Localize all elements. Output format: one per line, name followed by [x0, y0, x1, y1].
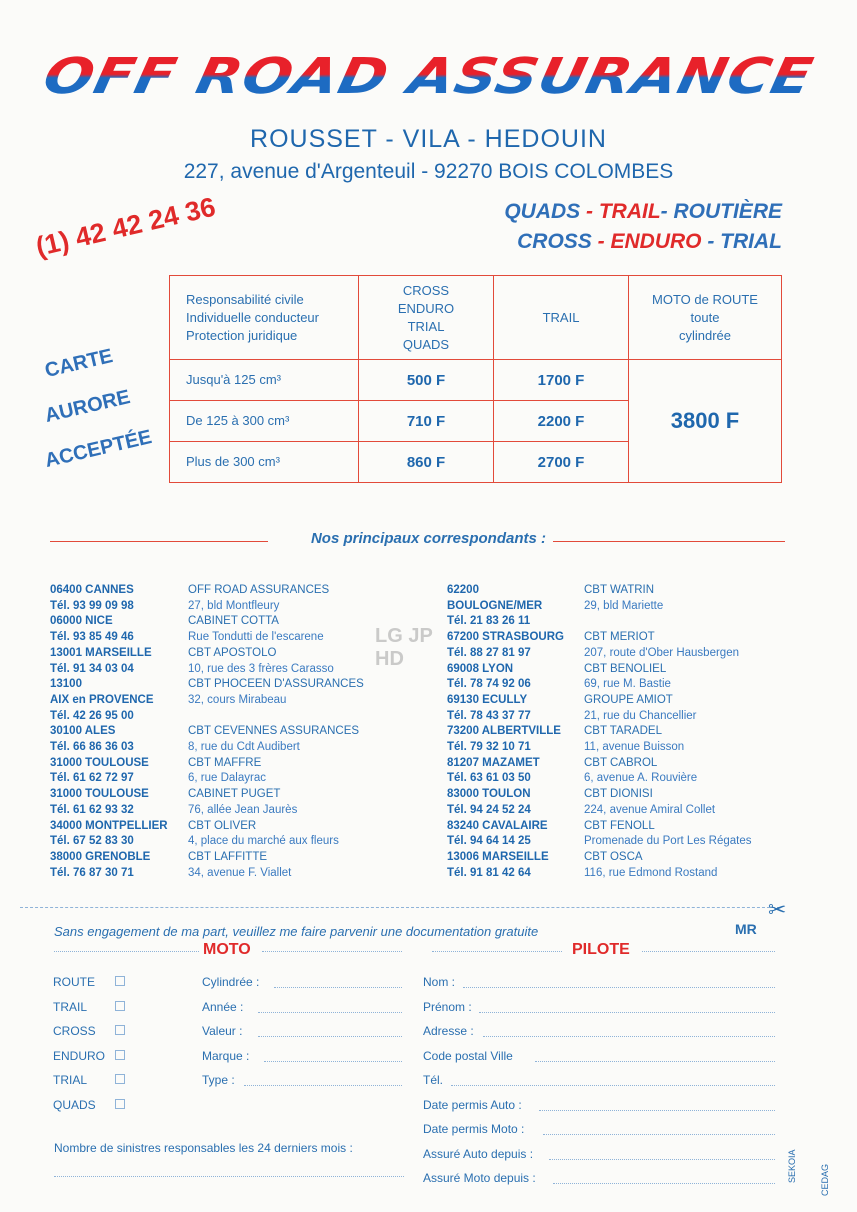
type-checkboxes — [53, 970, 125, 1117]
type-field[interactable]: Type : — [202, 1068, 402, 1093]
tel-field[interactable]: Tél. — [423, 1068, 775, 1093]
brand-logo: OFF ROAD ASSURANCE — [0, 47, 857, 105]
moto-title: MOTO — [203, 941, 251, 958]
route-price: 3800 F — [629, 360, 782, 483]
header-route: MOTO de ROUTE toute cylindrée — [629, 276, 782, 360]
marque-field[interactable]: Marque : — [202, 1044, 402, 1069]
table-row: Plus de 300 cm³ 860 F 2700 F — [170, 442, 782, 483]
permis-moto-field[interactable]: Date permis Moto : — [423, 1117, 775, 1142]
scissors-icon: ✂ — [768, 897, 787, 922]
prenom-field[interactable]: Prénom : — [423, 995, 775, 1020]
divider — [54, 951, 199, 952]
checkbox-enduro[interactable]: ENDURO — [53, 1044, 125, 1069]
moto-fields — [202, 970, 402, 1093]
divider — [262, 951, 402, 952]
section-title: Nos principaux correspondants : — [310, 530, 547, 547]
sinistres-label: Nombre de sinistres responsables les 24 derniers mois : — [54, 1141, 353, 1155]
stamp-watermark: LG JP HD — [375, 625, 433, 670]
agent-names: ROUSSET - VILA - HEDOUIN — [250, 125, 607, 153]
pilote-title: PILOTE — [572, 941, 630, 958]
list-item: 62200 CBT WATRIN BOULOGNE/MER 29, bld Mariette Tél. 21 83 26 11 67200 STRASBOURG CBT MERIOT Tél. 88 27 81 97 207, route d'Ober Hausbergen 69008 LYON CBT BENOLIEL Tél. 78 74 92 06 69, rue M. Bastie 69130 ECULLY GROUPE AMIOT Tél. 78 43 37 77 21, rue du Chancellier 73200 ALBERTVILLE CBT TARADEL Tél. 79 32 10 71 11, avenue Buisson 81207 MAZAMET CBT CABROL Tél. 63 61 03 50 6, avenue A. Rouvière 83000 TOULON CBT DIONISI Tél. 94 24 52 24 224, avenue Amiral Collet 83240 CAVALAIRE CBT FENOLL Tél. 94 64 14 25 Promenade du Port Les Régates 13006 MARSEILLE CBT OSCA Tél. 91 81 42 64 116, rue Edmond Rostand — [447, 584, 752, 879]
header-coverage: Responsabilité civile Individuelle conducteur Protection juridique — [170, 276, 359, 360]
phone-number: (1) 42 42 24 36 — [33, 191, 219, 263]
disciplines-line-1: QUADS - TRAIL- ROUTIÈRE — [504, 200, 782, 223]
price-table — [169, 275, 782, 483]
assure-auto-field[interactable]: Assuré Auto depuis : — [423, 1142, 775, 1167]
carte-line-2: AURORE — [42, 386, 133, 428]
checkbox-cross[interactable]: CROSS — [53, 1019, 125, 1044]
carte-line-3: ACCEPTÉE — [42, 426, 154, 473]
credit-cedag: CEDAG — [820, 1163, 830, 1196]
cylindree-field[interactable]: Cylindrée : — [202, 970, 402, 995]
agency-address: 227, avenue d'Argenteuil - 92270 BOIS COLOMBES — [183, 160, 674, 183]
header-cross: CROSS ENDURO TRIAL QUADS — [359, 276, 494, 360]
assure-moto-field[interactable]: Assuré Moto depuis : — [423, 1166, 775, 1191]
carte-line-1: CARTE — [42, 345, 115, 383]
permis-auto-field[interactable]: Date permis Auto : — [423, 1093, 775, 1118]
valeur-field[interactable]: Valeur : — [202, 1019, 402, 1044]
credit-sekoia: SEKOIA — [787, 1149, 797, 1183]
correspondents-left — [50, 583, 385, 881]
annee-field[interactable]: Année : — [202, 995, 402, 1020]
divider — [642, 951, 775, 952]
sinistres-field[interactable] — [54, 1176, 404, 1177]
code-postal-field[interactable]: Code postal Ville — [423, 1044, 775, 1069]
adresse-field[interactable]: Adresse : — [423, 1019, 775, 1044]
list-item: 06400 CANNES OFF ROAD ASSURANCES Tél. 93 99 09 98 27, bld Montfleury 06000 NICE CABINET COTTA Tél. 93 85 49 46 Rue Tondutti de l'escarene 13001 MARSEILLE CBT APOSTOLO Tél. 91 34 03 04 10, rue des 3 frères Carasso 13100 CBT PHOCEEN D'ASSURANCES AIX en PROVENCE 32, cours Mirabeau Tél. 42 26 95 00 30100 ALES CBT CEVENNES ASSURANCES Tél. 66 86 36 03 8, rue du Cdt Audibert 31000 TOULOUSE CBT MAFFRE Tél. 61 62 72 97 6, rue Dalayrac 31000 TOULOUSE CABINET PUGET Tél. 61 62 93 32 76, allée Jean Jaurès 34000 MONTPELLIER CBT OLIVER Tél. 67 52 83 30 4, place du marché aux fleurs 38000 GRENOBLE CBT LAFFITTE Tél. 76 87 30 71 34, avenue F. Viallet — [50, 584, 364, 879]
pilote-fields — [423, 970, 775, 1191]
nom-field[interactable]: Nom : — [423, 970, 775, 995]
divider — [432, 951, 562, 952]
checkbox-trail[interactable]: TRAIL — [53, 995, 125, 1020]
checkbox-route[interactable]: ROUTE — [53, 970, 125, 995]
correspondents-right — [447, 583, 792, 881]
mr-label: MR — [735, 921, 757, 937]
checkbox-quads[interactable]: QUADS — [53, 1093, 125, 1118]
table-row: De 125 à 300 cm³ 710 F 2200 F — [170, 401, 782, 442]
checkbox-trial[interactable]: TRIAL — [53, 1068, 125, 1093]
disciplines-line-2: CROSS - ENDURO - TRIAL — [517, 230, 782, 253]
table-row: Jusqu'à 125 cm³ 500 F 1700 F 3800 F — [170, 360, 782, 401]
cut-line — [20, 907, 780, 908]
coupon-intro: Sans engagement de ma part, veuillez me faire parvenir une documentation gratuite — [54, 924, 539, 939]
header-trail: TRAIL — [494, 276, 629, 360]
